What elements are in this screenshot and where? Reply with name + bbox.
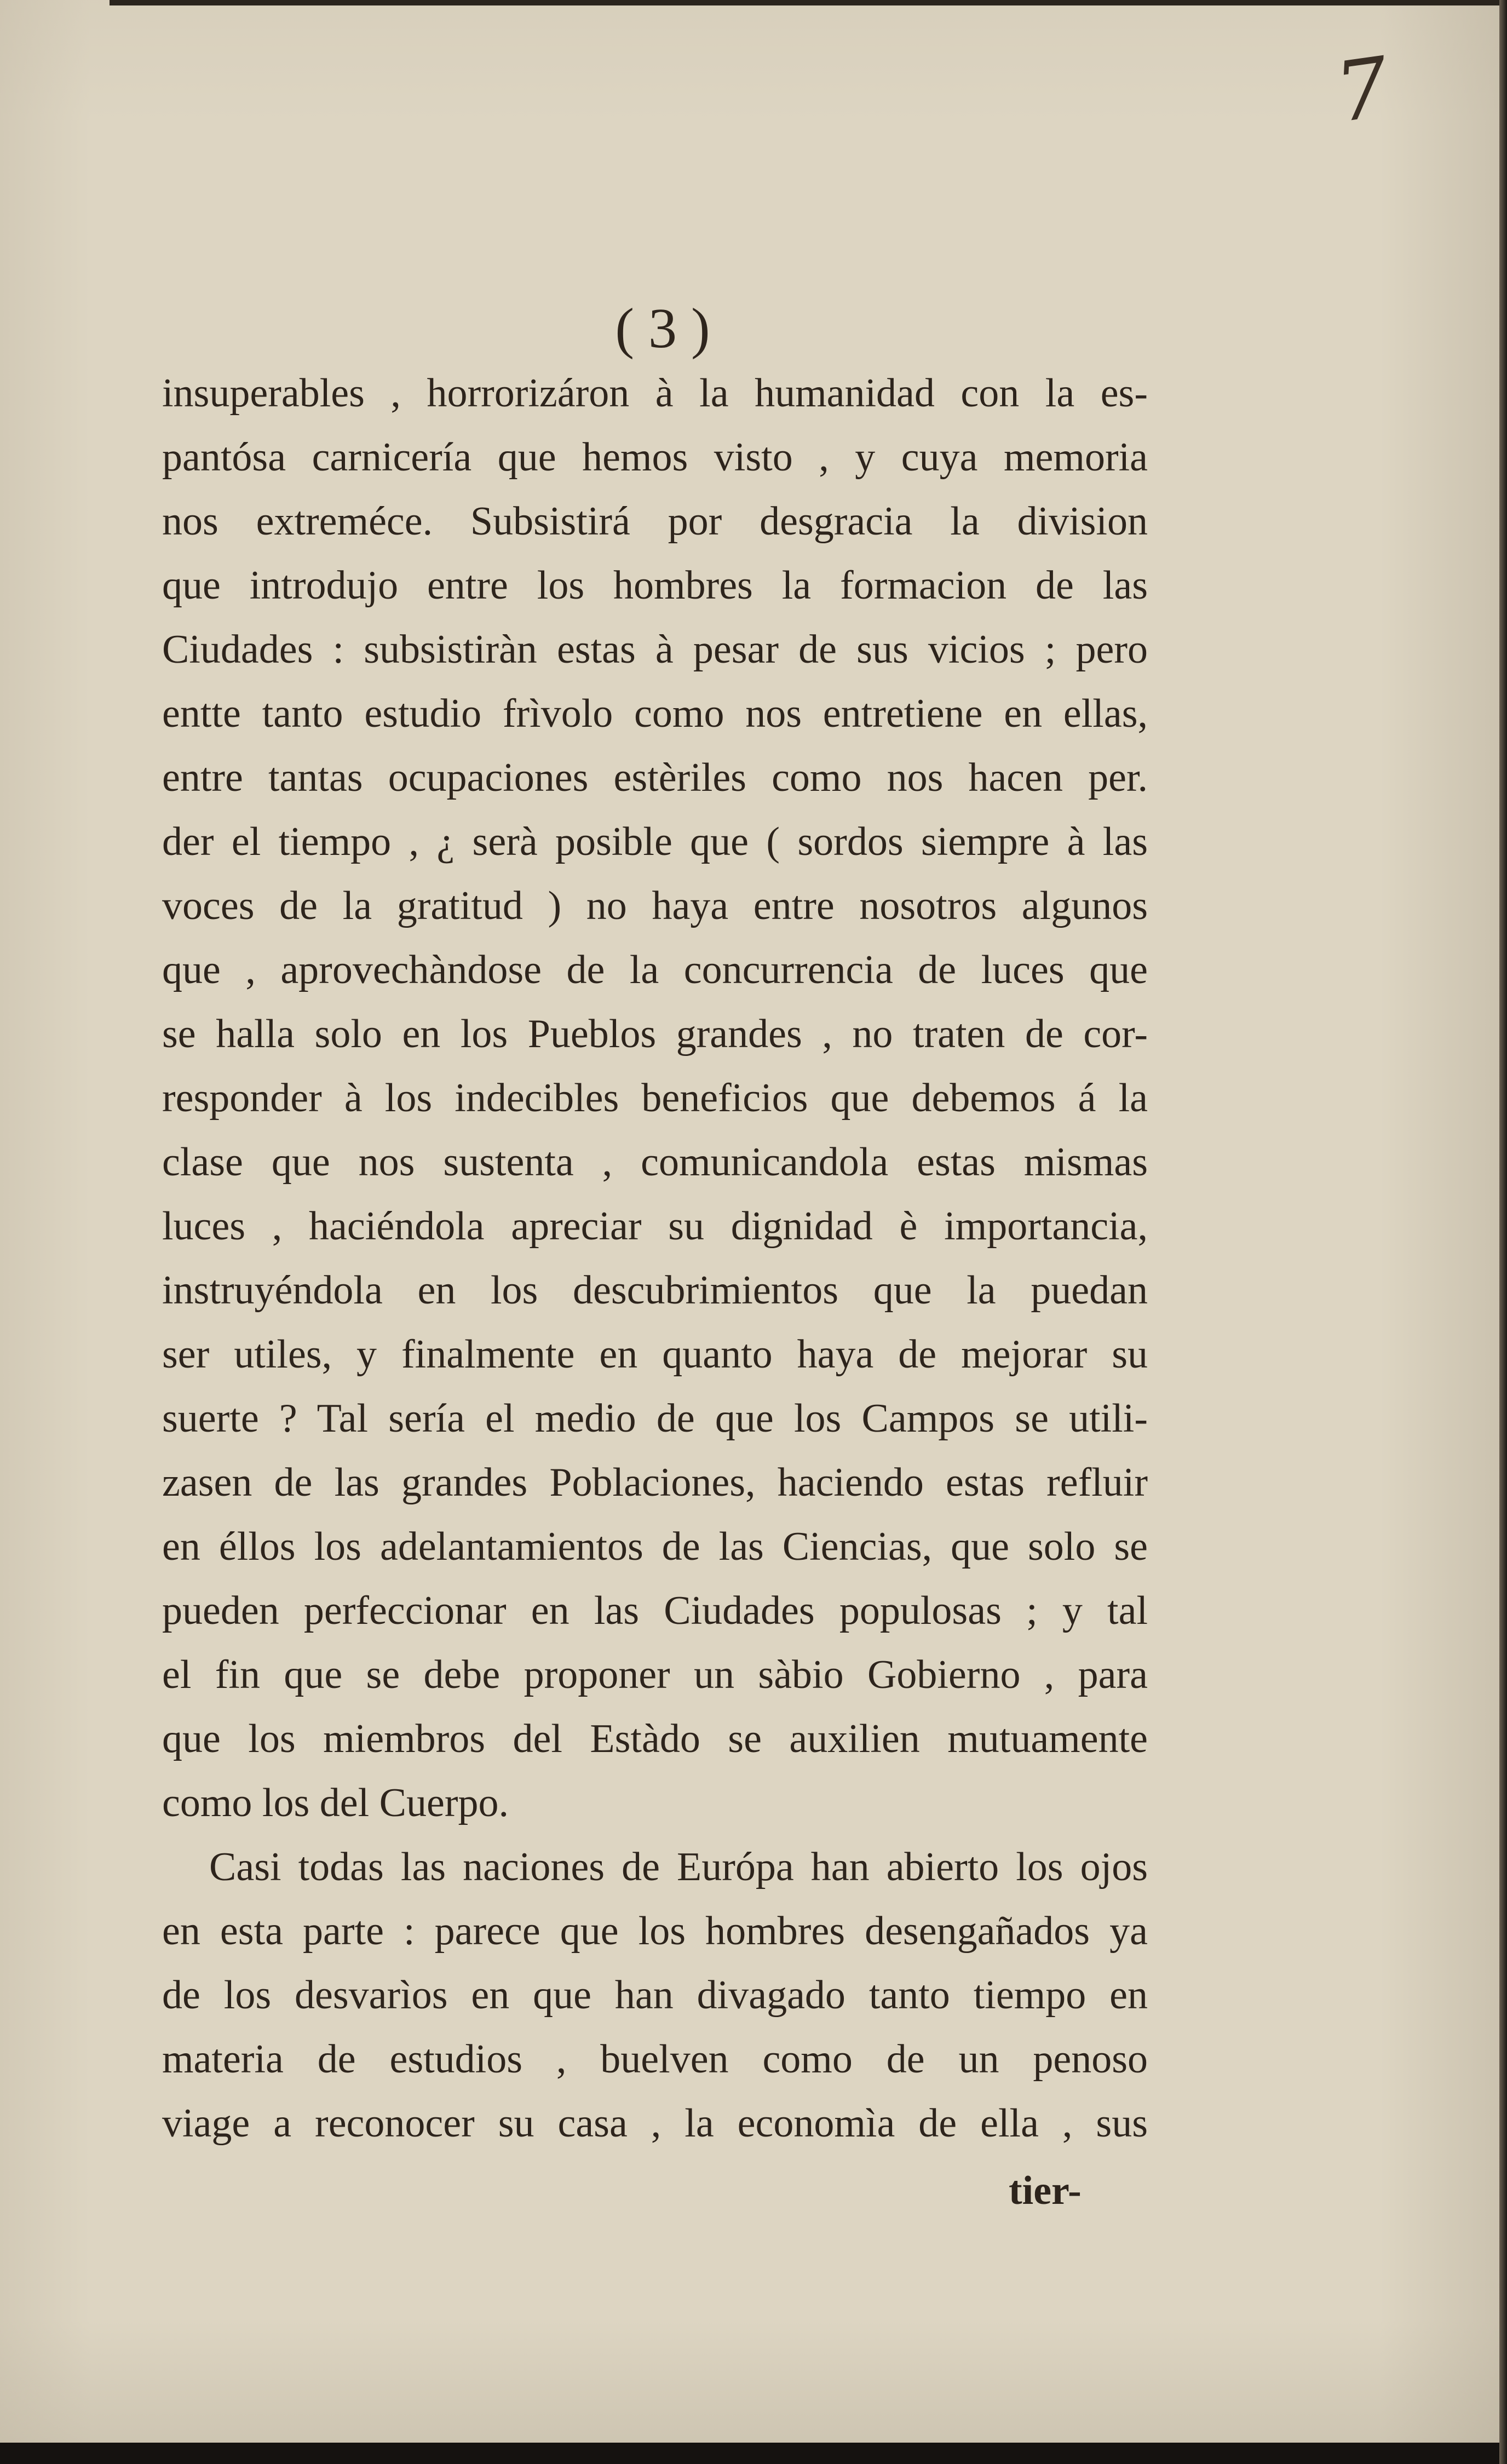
text-line: pantósa carnicería que hemos visto , y cuya memoria xyxy=(162,435,1148,480)
text-line: en esta parte : parece que los hombres desengañados ya xyxy=(162,1909,1148,1954)
text-line: zasen de las grandes Poblaciones, haciendo estas refluir xyxy=(162,1460,1148,1505)
text-line: que los miembros del Estàdo se auxilien mutuamente xyxy=(162,1716,1148,1761)
text-line: entre tantas ocupaciones estèriles como nos hacen per. xyxy=(162,755,1148,800)
text-line: nos extreméce. Subsistirá por desgracia la division xyxy=(162,499,1148,544)
text-line: que , aprovechàndose de la concurrencia de luces que xyxy=(162,947,1148,992)
text-line: luces , haciéndola apreciar su dignidad è importancia, xyxy=(162,1204,1148,1249)
text-line: de los desvarìos en que han divagado tanto tiempo en xyxy=(162,1973,1148,2018)
text-line: der el tiempo , ¿ serà posible que ( sordos siempre à las xyxy=(162,819,1148,864)
page-number: ( 3 ) xyxy=(615,297,710,360)
text-line: pueden perfeccionar en las Ciudades populosas ; y tal xyxy=(162,1588,1148,1633)
text-line: en éllos los adelantamientos de las Ciencias, que solo se xyxy=(162,1524,1148,1569)
text-line: entte tanto estudio frìvolo como nos entretiene en ellas, xyxy=(162,691,1148,736)
text-line: Ciudades : subsistiràn estas à pesar de sus vicios ; pero xyxy=(162,627,1148,672)
text-line: viage a reconocer su casa , la economìa de ella , sus xyxy=(162,2101,1148,2146)
body-text xyxy=(162,361,1148,2156)
text-line: responder à los indecibles beneficios que debemos á la xyxy=(162,1076,1148,1121)
page-edge-shadow xyxy=(1499,0,1507,2464)
text-line: que introdujo entre los hombres la formacion de las xyxy=(162,563,1148,608)
text-line: ser utiles, y finalmente en quanto haya de mejorar su xyxy=(162,1332,1148,1377)
paragraph-end-line: como los del Cuerpo. xyxy=(162,1780,509,1825)
catchword: tier- xyxy=(1009,2168,1082,2213)
text-line: instruyéndola en los descubrimientos que la puedan xyxy=(162,1268,1148,1313)
page-top-edge xyxy=(110,0,1499,5)
text-line: clase que nos sustenta , comunicandola estas mismas xyxy=(162,1140,1148,1185)
text-line: voces de la gratitud ) no haya entre nosotros algunos xyxy=(162,883,1148,928)
text-line: el fin que se debe proponer un sàbio Gobierno , para xyxy=(162,1652,1148,1697)
paragraph-start-line: Casi todas las naciones de Európa han abierto los ojos xyxy=(209,1845,1148,1889)
handwritten-folio-number: 7 xyxy=(1330,39,1395,141)
text-line: materia de estudios , buelven como de un penoso xyxy=(162,2037,1148,2082)
text-line: insuperables , horrorizáron à la humanidad con la es- xyxy=(162,371,1148,416)
text-line: suerte ? Tal sería el medio de que los Campos se utili- xyxy=(162,1396,1148,1441)
text-line: se halla solo en los Pueblos grandes , no traten de cor- xyxy=(162,1012,1148,1056)
